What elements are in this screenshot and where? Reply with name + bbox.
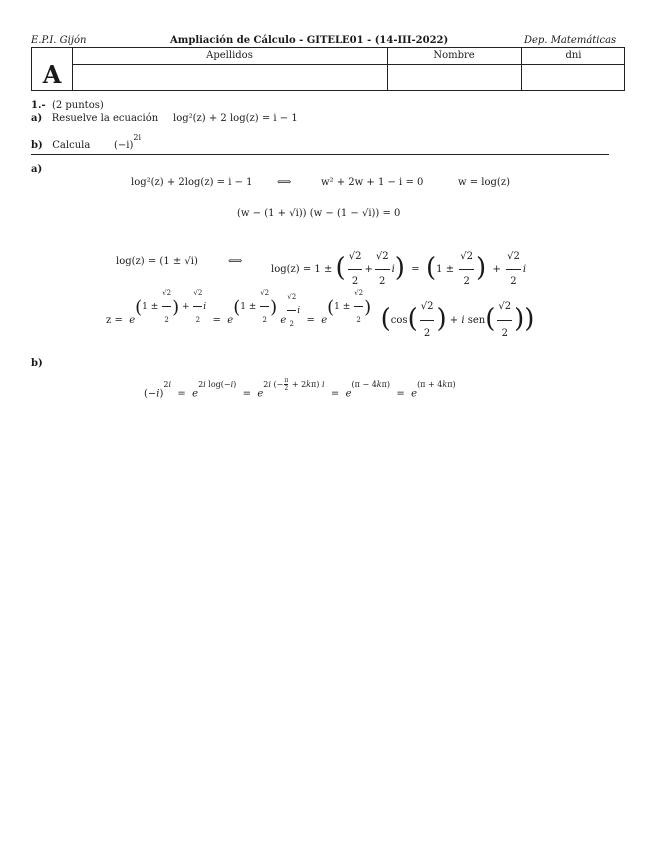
- solution-b-label: b): [31, 358, 43, 369]
- solution-line4: z = e(1 ± $\frac{√2}{2}$ ) + $\frac{√2}{2}$ i = e(1 ± $\frac{√2}{2}$ ) e $\frac{√2}{2}$ i = e(1 ± $\frac{√2}{2}$ ) (cos( $\frac{√2}{2}$ ) + i sen( $\frac{√2}{2}$ )): [106, 294, 534, 347]
- solution-line3-right: log(z) = 1 ± ( $\frac{√2}{2}$ + $\frac{√2}{2}$ i) = (1 ± $\frac{√2}{2}$ ) + $\frac{√2}{2}$ i: [271, 245, 526, 294]
- header-right: Dep. Matemáticas: [524, 35, 617, 46]
- problem-number: 1.- (2 puntos): [31, 100, 104, 111]
- part-a-equation: log²(z) + 2 log(z) = i − 1: [173, 113, 298, 124]
- solution-a-label: a): [31, 164, 43, 175]
- iff-symbol-2: ⟺: [228, 256, 243, 267]
- dni-field[interactable]: [522, 65, 625, 90]
- nombre-field[interactable]: [388, 65, 520, 90]
- exam-version: A: [42, 60, 62, 89]
- col-nombre: Nombre: [433, 50, 475, 61]
- solution-b-line: $(-i)^{2i} = e^{2i log(-i)} = e^{2i (- \frac{\pi}{2} + 2k\pi) i} = e^{(\pi - 4k\pi)} = e^{(\pi + 4k\pi)}$: [144, 377, 456, 400]
- solution-line1-mid: w² + 2w + 1 − i = 0: [321, 177, 424, 188]
- part-b-statement: b) Calcula: [31, 140, 91, 151]
- student-info-table: [31, 47, 625, 91]
- header-title: Ampliación de Cálculo - GITELE01 - (14-III-2022): [170, 35, 449, 46]
- solution-line1-left: log²(z) + 2log(z) = i − 1: [131, 177, 253, 188]
- solution-line2: (w − (1 + √i)) (w − (1 − √i)) = 0: [237, 208, 401, 219]
- header-left: E.P.I. Gijón: [31, 35, 87, 46]
- separator-rule: [31, 154, 609, 155]
- part-b-expression: $(-i)^{2i}$: [114, 133, 142, 151]
- col-apellidos: Apellidos: [206, 50, 253, 61]
- iff-symbol-1: ⟺: [277, 177, 292, 188]
- part-a-statement: a) Resuelve la ecuación: [31, 113, 159, 124]
- col-dni: dni: [565, 50, 582, 61]
- solution-line1-right: w = log(z): [458, 177, 510, 188]
- apellidos-field[interactable]: [73, 65, 386, 90]
- solution-line3-left: log(z) = (1 ± √i): [116, 256, 198, 267]
